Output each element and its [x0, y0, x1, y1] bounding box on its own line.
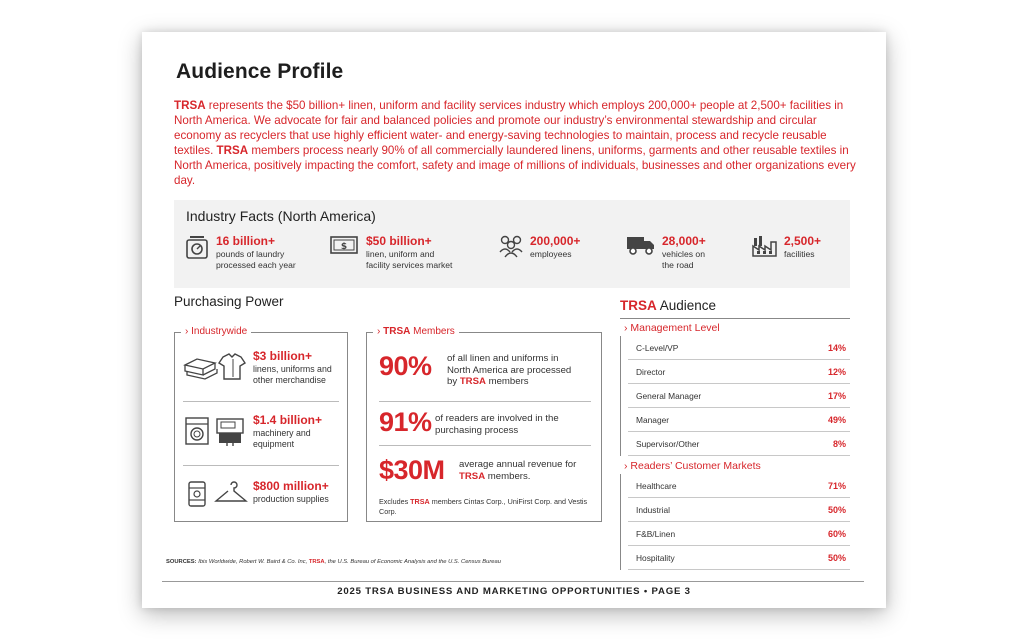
divider [379, 445, 591, 446]
industry-facts-title: Industry Facts (North America) [186, 208, 376, 224]
stat-30m-text [459, 459, 576, 482]
audience-row [628, 432, 850, 456]
page-footer: 2025 TRSA BUSINESS AND MARKETING OPPORTUNITIES • PAGE 3 [337, 586, 691, 597]
audience-row-label: F&B/Linen [636, 529, 676, 539]
customer-markets-heading: › Readers’ Customer Markets [624, 460, 761, 472]
fact-label [366, 249, 452, 270]
audience-row-percent: 14% [827, 343, 846, 353]
audience-row [628, 336, 850, 360]
industrywide-box [174, 326, 348, 522]
intro-text-1: represents the $50 billion+ linen, uniform and facility services industry which employs 200,000+ people at 2,500+ facilities in North America. We advocate for fair and balanced policies and promote our industry’s environmental stewardship and circular economy as recyclers that use highly efficient water- and energy-saving technologies to maintain, process and recycle reusable textiles. [174, 99, 844, 157]
members-legend-prefix: › [377, 326, 384, 337]
audience-row-label: Manager [636, 415, 670, 425]
members-box [366, 326, 602, 522]
sources-text-1: Ibis Worldwide, Robert W. Baird & Co. Inc, [196, 559, 309, 565]
divider [183, 401, 339, 402]
intro-text-2: members process nearly 90% of all commercially laundered linens, uniforms, garments and other reusable textiles in North America, positively impacting the comfort, safety and image of millions of individuals, businesses and other organizations every day. [174, 143, 856, 187]
audience-title-brand: TRSA [620, 298, 657, 313]
audience-row [628, 546, 850, 570]
intro-paragraph [174, 99, 864, 188]
fact-label-line1: vehicles on [662, 249, 705, 259]
audience-row-percent: 50% [827, 553, 846, 563]
members-footnote [379, 497, 601, 516]
industrywide-label-line2: other merchandise [253, 375, 326, 385]
members-legend [373, 326, 459, 337]
scale-icon [184, 234, 210, 260]
stat-90-line2: North America are processed [447, 364, 572, 376]
fact-label-line1: employees [530, 249, 572, 259]
industrywide-item-supplies [175, 479, 347, 519]
fact-value: $50 billion+ [366, 234, 432, 248]
audience-row [628, 522, 850, 546]
audience-row-percent: 17% [827, 391, 846, 401]
svg-text:$: $ [340, 242, 348, 252]
audience-row-label: General Manager [636, 391, 702, 401]
members-footnote-pre: Excludes [379, 497, 411, 506]
fact-label [530, 249, 572, 260]
stat-30m-line1: average annual revenue for [459, 459, 577, 470]
stat-30m-line2-brand: TRSA [459, 470, 486, 482]
stat-90-text [447, 353, 571, 388]
page-title: Audience Profile [176, 60, 344, 83]
purchasing-power-title: Purchasing Power [174, 294, 284, 309]
fact-label-line1: linen, uniform and [366, 249, 435, 259]
audience-title [620, 298, 716, 313]
members-legend-suffix: Members [410, 326, 455, 337]
sources-note [166, 559, 501, 565]
intro-brand: TRSA [174, 99, 206, 112]
industrywide-item-merchandise [175, 349, 347, 393]
fact-value: 28,000+ [662, 234, 706, 248]
stat-91-line1: of readers are involved in the [435, 413, 559, 424]
industrywide-value: $3 billion+ [253, 349, 313, 363]
sources-text-2: , the U.S. Bureau of Economic Analysis and the U.S. Census Bureau [324, 559, 501, 565]
industrywide-label [253, 364, 332, 386]
industrywide-item-machinery [175, 413, 347, 457]
audience-row [628, 408, 850, 432]
factory-icon [752, 234, 778, 258]
audience-row-label: Industrial [636, 505, 670, 515]
industrywide-value: $1.4 billion+ [253, 413, 323, 427]
fact-label [784, 249, 815, 260]
stat-90-line1: of all linen and uniforms in [447, 353, 559, 364]
management-level-heading: › Management Level [624, 322, 720, 334]
management-bracket [620, 336, 628, 456]
divider [183, 465, 339, 466]
audience-row [628, 474, 850, 498]
members-footnote-brand: TRSA [410, 497, 430, 506]
fact-label-line2: the road [662, 259, 694, 270]
industrywide-label [253, 428, 311, 450]
stat-90-line3-brand: TRSA [459, 376, 486, 388]
audience-row-percent: 49% [827, 415, 846, 425]
fact-label-line2: facility services market [366, 259, 453, 270]
stat-30m-value: $30M [379, 455, 445, 485]
audience-rule [620, 318, 850, 319]
fact-label-line2: processed each year [216, 259, 296, 270]
fact-value: 16 billion+ [216, 234, 276, 248]
industrywide-label-line1: machinery and [253, 428, 311, 438]
stat-30m-line2-post: members. [485, 470, 531, 482]
audience-row-label: Director [636, 367, 666, 377]
footer-rule [162, 581, 864, 582]
industrywide-label [253, 494, 329, 505]
fact-label [216, 249, 296, 270]
stat-90-value: 90% [379, 351, 432, 381]
stat-90-line3-pre: by [447, 376, 460, 388]
stat-91-line2: purchasing process [435, 424, 519, 436]
sources-label: SOURCES: [166, 559, 197, 565]
audience-row-label: Healthcare [636, 481, 677, 491]
divider [379, 401, 591, 402]
audience-row [628, 498, 850, 522]
members-legend-brand: TRSA [383, 326, 411, 337]
audience-row-percent: 71% [827, 481, 846, 491]
audience-row [628, 384, 850, 408]
stat-90-line3-post: members [485, 376, 529, 388]
sources-brand: TRSA [308, 559, 325, 565]
industrywide-label-line2: equipment [253, 439, 295, 449]
markets-bracket [620, 474, 628, 570]
money-icon [330, 234, 358, 256]
audience-row-label: Supervisor/Other [636, 439, 700, 449]
fact-value: 200,000+ [530, 234, 581, 248]
fact-label-line1: pounds of laundry [216, 249, 285, 259]
industrywide-legend: › Industrywide [181, 326, 251, 337]
audience-row-percent: 8% [832, 439, 846, 449]
audience-row-label: C-Level/VP [636, 343, 679, 353]
drum-hanger-icon [183, 479, 249, 509]
stat-91-value: 91% [379, 407, 432, 437]
document-page [142, 32, 886, 608]
truck-icon [626, 234, 656, 256]
audience-title-rest: Audience [656, 298, 717, 313]
fact-label-line1: facilities [784, 249, 815, 259]
industrywide-label-line1: production supplies [253, 494, 329, 504]
audience-row-label: Hospitality [636, 553, 675, 563]
linens-shirt-icon [183, 351, 249, 383]
members-footnote-post: members Cintas Corp., UniFirst Corp. and Vestis Corp. [379, 497, 588, 516]
audience-row-percent: 60% [827, 529, 846, 539]
audience-row-percent: 50% [827, 505, 846, 515]
industrywide-label-line1: linens, uniforms and [253, 364, 332, 374]
audience-row-percent: 12% [827, 367, 846, 377]
industry-facts-panel [174, 200, 850, 288]
fact-value: 2,500+ [784, 234, 822, 248]
stat-91-text [435, 413, 559, 436]
intro-brand-2: TRSA [216, 143, 249, 157]
people-icon [498, 234, 524, 258]
industrywide-value: $800 million+ [253, 479, 329, 493]
audience-row [628, 360, 850, 384]
washer-iron-icon [183, 415, 249, 447]
fact-label [662, 249, 705, 270]
